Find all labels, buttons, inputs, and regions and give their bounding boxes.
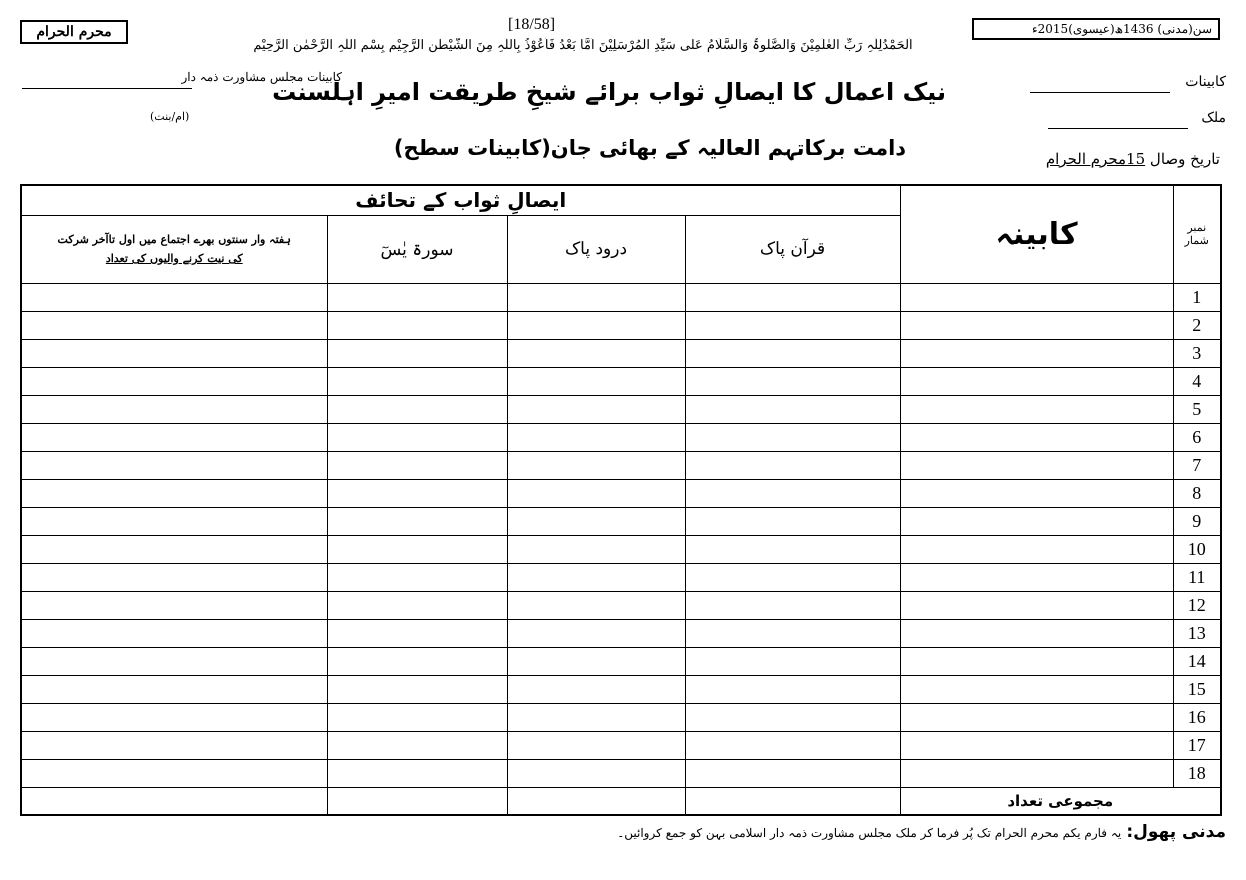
cabinet-field [1030,74,1226,96]
year-box [972,18,1220,40]
cell-ijtima[interactable] [21,563,327,591]
table-row [21,423,1221,451]
month-box-label: محرم الحرام [36,24,112,40]
cell-cabinet[interactable] [900,563,1173,591]
cell-quran[interactable] [685,507,900,535]
cell-yaseen[interactable] [327,451,507,479]
cell-cabinet[interactable] [900,423,1173,451]
table-row [21,507,1221,535]
col-yaseen-header: سورۃ یٰسٓ [327,215,507,283]
cell-durood[interactable] [507,451,685,479]
cell-yaseen[interactable] [327,283,507,311]
date-field [960,150,1220,168]
cell-cabinet[interactable] [900,591,1173,619]
row-number: 9 [1173,507,1221,535]
country-line [1048,128,1188,129]
row-number: 8 [1173,479,1221,507]
table-row [21,535,1221,563]
cell-durood[interactable] [507,535,685,563]
table-row [21,703,1221,731]
cell-ijtima[interactable] [21,759,327,787]
cell-ijtima[interactable] [21,619,327,647]
row-number: 10 [1173,535,1221,563]
cell-durood[interactable] [507,395,685,423]
cell-quran[interactable] [685,367,900,395]
row-number: 13 [1173,619,1221,647]
cabinet-header: کابینہ [900,185,1173,283]
date-value: 15محرم الحرام [1045,150,1146,168]
table-row [21,647,1221,675]
cell-ijtima[interactable] [21,703,327,731]
cell-quran[interactable] [685,703,900,731]
cell-durood[interactable] [507,283,685,311]
col-ijtima-header [21,215,327,283]
cell-quran[interactable] [685,339,900,367]
cell-ijtima[interactable] [21,311,327,339]
cell-cabinet[interactable] [900,759,1173,787]
cell-durood[interactable] [507,563,685,591]
cell-ijtima[interactable] [21,283,327,311]
table-row [21,283,1221,311]
row-number: 16 [1173,703,1221,731]
table-body [21,283,1221,787]
cell-cabinet[interactable] [900,451,1173,479]
country-field[interactable] [1048,110,1226,132]
date-label: تاریخ وصال [1149,150,1220,168]
cell-quran[interactable] [685,451,900,479]
cell-cabinet[interactable] [900,731,1173,759]
cell-durood[interactable] [507,731,685,759]
row-number: 17 [1173,731,1221,759]
footer-note [560,822,1226,842]
col-ijtima-line2: کی نیت کرنے والیوں کی تعداد [105,252,243,265]
cell-quran[interactable] [685,647,900,675]
cell-yaseen[interactable] [327,311,507,339]
col-durood-header: درود پاک [507,215,685,283]
cell-cabinet[interactable] [900,535,1173,563]
responsible-line [22,88,192,89]
cell-cabinet[interactable] [900,339,1173,367]
row-number: 1 [1173,283,1221,311]
responsible-sub: (ام/بنت) [150,110,190,123]
cell-cabinet[interactable] [900,507,1173,535]
cell-durood[interactable] [507,367,685,395]
row-number: 5 [1173,395,1221,423]
cell-quran[interactable] [685,423,900,451]
cell-yaseen[interactable] [327,563,507,591]
table-row [21,563,1221,591]
cell-quran[interactable] [685,591,900,619]
month-box [20,20,128,44]
cabinet-line [1030,92,1170,93]
cell-cabinet[interactable] [900,367,1173,395]
cell-ijtima[interactable] [21,535,327,563]
table-row [21,675,1221,703]
year-box-text: سن(مدنی) 1436ھ(عیسوی)2015ء [1031,22,1212,36]
col-ijtima-line1: ہفتہ وار سنتوں بھرے اجتماع میں اول تاآخر شرکت [57,233,291,246]
row-number: 2 [1173,311,1221,339]
cell-ijtima[interactable] [21,731,327,759]
table-row [21,367,1221,395]
cell-quran[interactable] [685,535,900,563]
cell-durood[interactable] [507,311,685,339]
cell-ijtima[interactable] [21,367,327,395]
cell-yaseen[interactable] [327,479,507,507]
table-row [21,479,1221,507]
table-row [21,395,1221,423]
cell-quran[interactable] [685,619,900,647]
cell-yaseen[interactable] [327,703,507,731]
total-quran[interactable] [685,787,900,815]
cell-cabinet[interactable] [900,283,1173,311]
table-row [21,619,1221,647]
cell-yaseen[interactable] [327,619,507,647]
gifts-header: ایصالِ ثواب کے تحائف [21,185,900,215]
cell-yaseen[interactable] [327,423,507,451]
cell-yaseen[interactable] [327,675,507,703]
row-number: 14 [1173,647,1221,675]
cell-cabinet[interactable] [900,619,1173,647]
cell-durood[interactable] [507,619,685,647]
row-number: 3 [1173,339,1221,367]
cell-ijtima[interactable] [21,591,327,619]
cell-ijtima[interactable] [21,395,327,423]
cell-yaseen[interactable] [327,535,507,563]
cell-quran[interactable] [685,675,900,703]
cell-ijtima[interactable] [21,339,327,367]
cabinet-field-label: کابینات [1185,74,1226,90]
cell-yaseen[interactable] [327,591,507,619]
cell-ijtima[interactable] [21,451,327,479]
table-row [21,591,1221,619]
table-row [21,731,1221,759]
total-ijtima[interactable] [21,787,327,815]
table-row [21,759,1221,787]
cell-durood[interactable] [507,507,685,535]
footer-label: مدنی پھول: [1126,822,1226,842]
cell-durood[interactable] [507,591,685,619]
cell-durood[interactable] [507,759,685,787]
cell-durood[interactable] [507,703,685,731]
total-label: مجموعی تعداد [900,787,1221,815]
cell-quran[interactable] [685,759,900,787]
cell-quran[interactable] [685,731,900,759]
col-quran-header: قرآن پاک [685,215,900,283]
cell-yaseen[interactable] [327,339,507,367]
cell-ijtima[interactable] [21,423,327,451]
cell-yaseen[interactable] [327,647,507,675]
cell-ijtima[interactable] [21,507,327,535]
table-row [21,451,1221,479]
cell-cabinet[interactable] [900,647,1173,675]
row-number: 15 [1173,675,1221,703]
cell-durood[interactable] [507,479,685,507]
cell-ijtima[interactable] [21,479,327,507]
total-durood[interactable] [507,787,685,815]
table-row [21,311,1221,339]
cell-cabinet[interactable] [900,479,1173,507]
cell-durood[interactable] [507,647,685,675]
cell-cabinet[interactable] [900,395,1173,423]
responsible-label: کابینات مجلس مشاورت ذمہ دار [181,70,342,84]
row-number: 11 [1173,563,1221,591]
country-field-label: ملک [1201,110,1226,126]
cell-quran[interactable] [685,311,900,339]
serial-header: نمبر شمار [1173,185,1221,283]
row-number: 7 [1173,451,1221,479]
bismillah-line: اَلْحَمْدُلِلّٰہِ رَبِّ الْعٰلَمِیْنَ وَالصَّلٰوۃُ وَالسَّلَامُ عَلٰی سَیِّدِ الْمُرْسَلِیْنَ اَمَّا بَعْدُ فَاَعُوْذُ بِاللّٰہِ مِنَ الشَّیْطٰنِ الرَّجِیْمِ بِسْمِ اللّٰہِ الرَّحْمٰنِ الرَّحِیْمِ [253,38,913,53]
cell-durood[interactable] [507,675,685,703]
row-number: 12 [1173,591,1221,619]
row-number: 18 [1173,759,1221,787]
cell-yaseen[interactable] [327,367,507,395]
cell-cabinet[interactable] [900,311,1173,339]
title-line-2: دامت برکاتہم العالیہ کے بھائی جان(کابینات سطح) [393,136,907,160]
cell-quran[interactable] [685,283,900,311]
cell-cabinet[interactable] [900,675,1173,703]
cell-ijtima[interactable] [21,675,327,703]
cell-yaseen[interactable] [327,731,507,759]
total-yaseen[interactable] [327,787,507,815]
table-row [21,339,1221,367]
cell-durood[interactable] [507,423,685,451]
cell-quran[interactable] [685,395,900,423]
title-line-1: نیک اعمال کا ایصالِ ثواب برائے شیخِ طریقت امیرِ اہلسنت [272,78,946,106]
cell-quran[interactable] [685,479,900,507]
cell-durood[interactable] [507,339,685,367]
cell-yaseen[interactable] [327,395,507,423]
row-number: 4 [1173,367,1221,395]
report-table [20,184,1222,816]
footer-text: یہ فارم یکم محرم الحرام تک پُر فرما کر ملک مجلس مشاورت ذمہ دار اسلامی بہن کو جمع کروائیں۔ [617,826,1122,840]
row-number: 6 [1173,423,1221,451]
cell-yaseen[interactable] [327,507,507,535]
cell-ijtima[interactable] [21,647,327,675]
page-ref: [18/58] [508,16,556,33]
cell-yaseen[interactable] [327,759,507,787]
cell-quran[interactable] [685,563,900,591]
cell-cabinet[interactable] [900,703,1173,731]
